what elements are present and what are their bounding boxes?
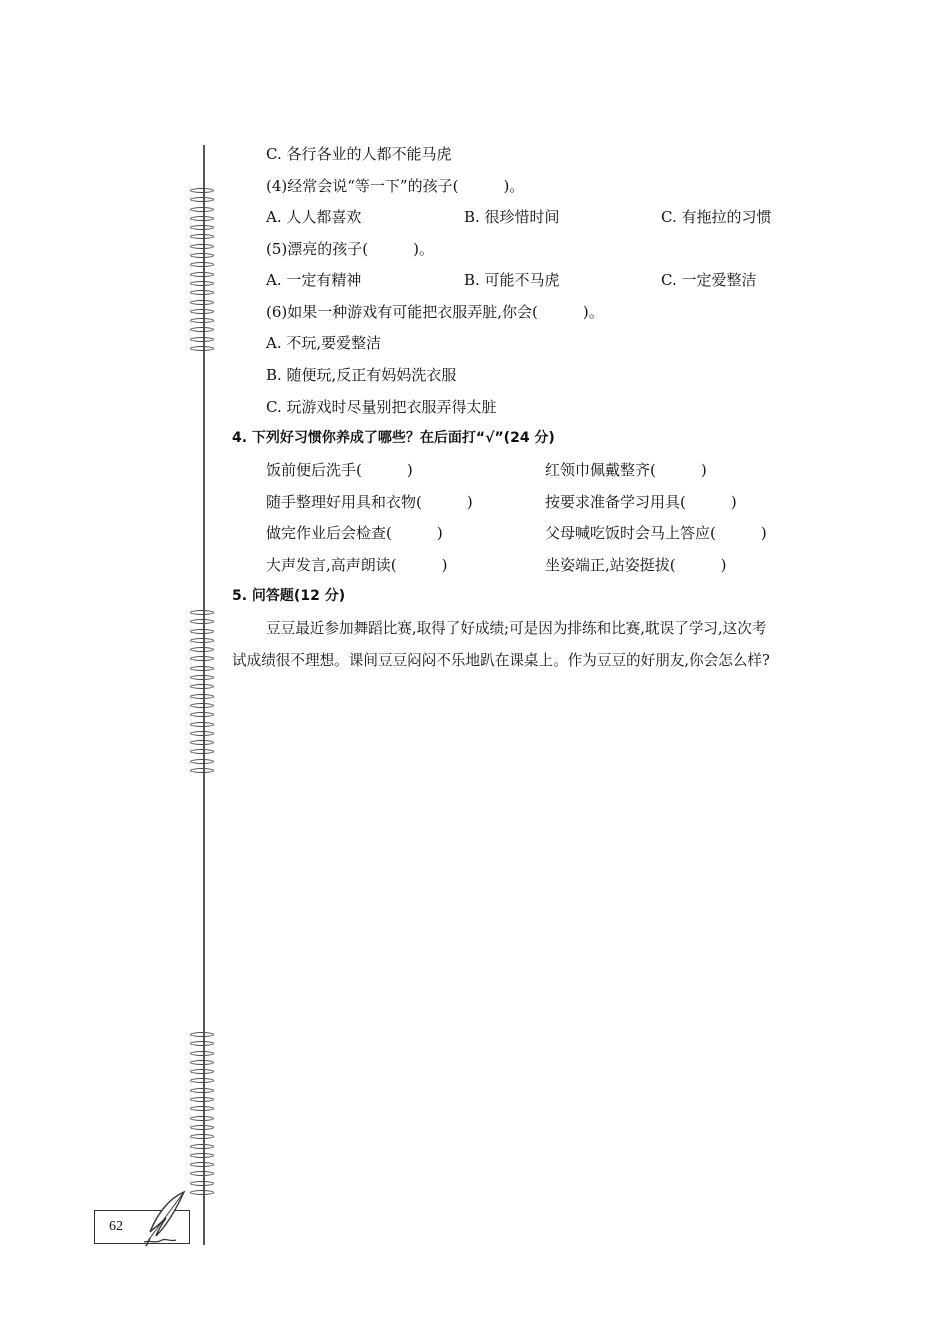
option-3-6-c: C. 玩游戏时尽量别把衣服弄得太脏	[266, 398, 497, 416]
spiral-ring	[190, 1153, 214, 1158]
spiral-ring	[190, 749, 214, 754]
spiral-ring	[190, 188, 214, 193]
option-3-6-a: A. 不玩,要爱整洁	[266, 334, 382, 352]
spiral-ring	[190, 619, 214, 624]
spiral-ring	[190, 337, 214, 342]
habit-item: 按要求准备学习用具( )	[545, 493, 737, 511]
spiral-ring	[190, 281, 214, 286]
spiral-ring	[190, 722, 214, 727]
spiral-ring	[190, 656, 214, 661]
spiral-ring	[190, 1171, 214, 1176]
question-3-5-stem: (5)漂亮的孩子( )。	[266, 240, 434, 258]
spiral-ring	[190, 1060, 214, 1065]
spiral-ring	[190, 216, 214, 221]
option-3-3-c: C. 各行各业的人都不能马虎	[266, 145, 452, 163]
spiral-binding-bottom	[190, 1032, 218, 1199]
option-3-5-a: A. 一定有精神	[266, 271, 362, 289]
spiral-ring	[190, 731, 214, 736]
spiral-ring	[190, 1144, 214, 1149]
spiral-ring	[190, 244, 214, 249]
spiral-ring	[190, 1125, 214, 1130]
habit-item: 坐姿端正,站姿挺拔( )	[545, 556, 727, 574]
quill-pen-icon	[140, 1188, 188, 1248]
option-3-4-a: A. 人人都喜欢	[266, 208, 362, 226]
habit-item: 饭前便后洗手( )	[266, 461, 413, 479]
spiral-ring	[190, 740, 214, 745]
spiral-ring	[190, 1051, 214, 1056]
spiral-ring	[190, 234, 214, 239]
page-number: 62	[109, 1219, 123, 1234]
spiral-ring	[190, 207, 214, 212]
option-3-6-b: B. 随便玩,反正有妈妈洗衣服	[266, 366, 457, 384]
spiral-ring	[190, 253, 214, 258]
spiral-ring	[190, 1088, 214, 1093]
spiral-ring	[190, 675, 214, 680]
spiral-ring	[190, 759, 214, 764]
spiral-ring	[190, 1116, 214, 1121]
spiral-ring	[190, 1106, 214, 1111]
spiral-ring	[190, 1078, 214, 1083]
spiral-ring	[190, 703, 214, 708]
spiral-ring	[190, 1162, 214, 1167]
question-4-title: 4. 下列好习惯你养成了哪些？在后面打“√”(24 分)	[232, 430, 555, 446]
answer-area[interactable]	[232, 690, 852, 1170]
spiral-ring	[190, 262, 214, 267]
spiral-ring	[190, 300, 214, 305]
question-5-text-line-1: 豆豆最近参加舞蹈比赛,取得了好成绩;可是因为排练和比赛,耽误了学习,这次考	[266, 620, 767, 637]
option-3-5-c: C. 一定爱整洁	[661, 271, 757, 289]
spiral-ring	[190, 272, 214, 277]
spiral-ring	[190, 666, 214, 671]
spiral-ring	[190, 346, 214, 351]
question-5-text-line-2: 试成绩很不理想。课间豆豆闷闷不乐地趴在课桌上。作为豆豆的好朋友,你会怎么样?	[232, 652, 770, 669]
spiral-ring	[190, 197, 214, 202]
habit-item: 大声发言,高声朗读( )	[266, 556, 448, 574]
spiral-ring	[190, 1134, 214, 1139]
spiral-ring	[190, 318, 214, 323]
spiral-ring	[190, 1190, 214, 1195]
question-3-6-stem: (6)如果一种游戏有可能把衣服弄脏,你会( )。	[266, 303, 604, 321]
spiral-ring	[190, 647, 214, 652]
spiral-ring	[190, 629, 214, 634]
habit-item: 做完作业后会检查( )	[266, 524, 443, 542]
spiral-ring	[190, 1181, 214, 1186]
spiral-ring	[190, 712, 214, 717]
spiral-ring	[190, 327, 214, 332]
habit-item: 父母喊吃饭时会马上答应( )	[545, 524, 767, 542]
spiral-ring	[190, 684, 214, 689]
question-3-4-stem: (4)经常会说“等一下”的孩子( )。	[266, 177, 525, 195]
spiral-ring	[190, 1032, 214, 1037]
spiral-ring	[190, 1041, 214, 1046]
spiral-binding-top	[190, 188, 218, 355]
spiral-ring	[190, 768, 214, 773]
spiral-ring	[190, 610, 214, 615]
spiral-ring	[190, 694, 214, 699]
option-3-5-b: B. 可能不马虎	[464, 271, 560, 289]
spiral-binding-middle	[190, 610, 218, 777]
spiral-ring	[190, 225, 214, 230]
option-3-4-c: C. 有拖拉的习惯	[661, 208, 772, 226]
spiral-ring	[190, 1069, 214, 1074]
spiral-ring	[190, 1097, 214, 1102]
option-3-4-b: B. 很珍惜时间	[464, 208, 560, 226]
question-5-title: 5. 问答题(12 分)	[232, 588, 346, 604]
spiral-ring	[190, 309, 214, 314]
habit-item: 随手整理好用具和衣物( )	[266, 493, 473, 511]
spiral-ring	[190, 638, 214, 643]
habit-item: 红领巾佩戴整齐( )	[545, 461, 707, 479]
spiral-ring	[190, 290, 214, 295]
